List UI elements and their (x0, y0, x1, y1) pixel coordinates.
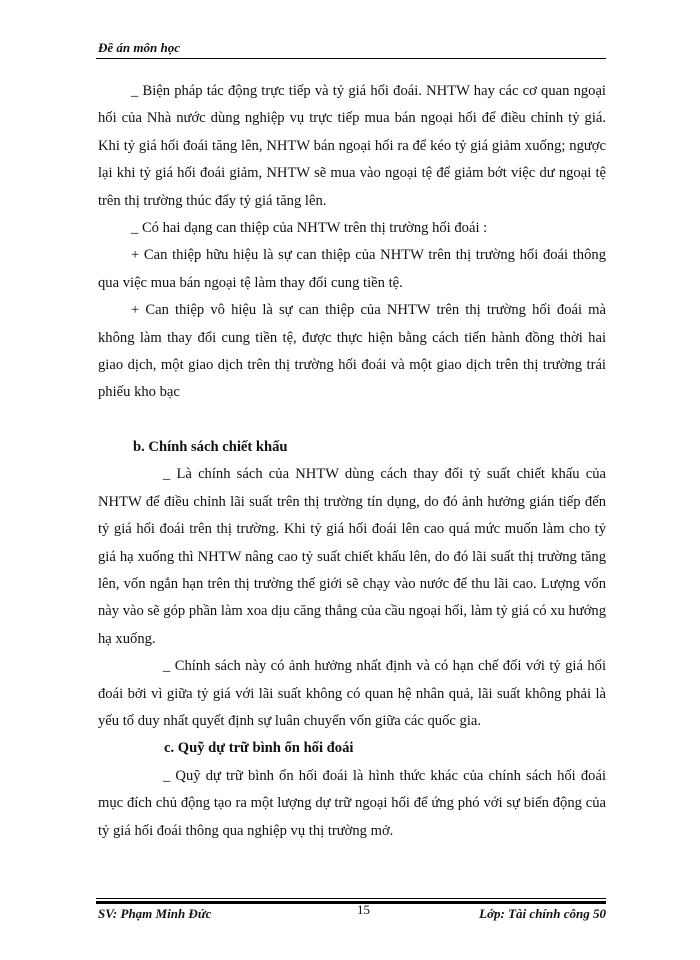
header-title: Đề án môn học (98, 40, 180, 55)
paragraph-effective-intervention: + Can thiệp hữu hiệu là sự can thiệp của NHTW trên thị trường hối đoái thông qua việc mua bán ngoại tệ làm thay đổi cung tiền tệ. (98, 247, 606, 291)
paragraph-discount-policy: _ Là chính sách của NHTW dùng cách thay đổi tỷ suất chiết khấu của NHTW để điều chỉnh lãi suất trên thị trường tín dụng, do đó ảnh hưởng gián tiếp đến tỷ giá hối đoái trên thị trường. Khi tỷ giá hối đoái lên cao quá mức muốn làm cho tỷ giá hạ xuống thì NHTW nâng cao tỷ suất chiết khấu lên, do đó lãi suất thị trường tăng lên, vốn ngắn hạn trên thị trường thế giới sẽ chạy vào nước để thu lãi cao. Lượng vốn này vào sẽ góp phần làm xoa dịu căng thẳng của cầu ngoại hối, làm tỷ giá có xu hướng hạ xuống. (98, 466, 606, 647)
paragraph-sterilized-intervention: + Can thiệp vô hiệu là sự can thiệp của NHTW trên thị trường hối đoái mà không làm thay đổi cung tiền tệ, được thực hiện bằng cách tiến hành đồng thời hai giao dịch, một giao dịch trên thị trường hối đoái và một giao dịch trên thị trường trái phiếu kho bạc (98, 302, 606, 401)
footer-rule-top (96, 898, 606, 899)
section-gap (98, 407, 606, 434)
footer-rule-bottom (96, 901, 606, 904)
heading-discount-policy: b. Chính sách chiết khấu (133, 438, 288, 455)
header-rule (96, 58, 606, 59)
page-number: 15 (357, 902, 370, 917)
paragraph-direct-intervention: _ Biện pháp tác động trực tiếp và tỷ giá hối đoái. NHTW hay các cơ quan ngoại hối của Nhà nước dùng nghiệp vụ trực tiếp mua bán ngoại hối để điều chỉnh tỷ giá. Khi tỷ giá hối đoái tăng lên, NHTW bán ngoại hối ra để kéo tỷ giá giảm xuống; ngược lại khi tỷ giá hối đoái giảm, NHTW sẽ mua vào ngoại tệ để giảm bớt việc dư ngoại tệ trên thị trường thúc đẩy tỷ giá tăng lên. (98, 83, 606, 209)
paragraph-stabilization-fund: _ Quỹ dự trữ bình ổn hối đoái là hình thức khác của chính sách hối đoái mục đích chủ động tạo ra một lượng dự trữ ngoại hối để ứng phó với sự biến động của tỷ giá hối đoái thông qua nghiệp vụ thị trường mở. (98, 767, 606, 839)
heading-stabilization-fund: c. Quỹ dự trữ bình ổn hối đoái (164, 740, 354, 757)
footer-class-name: Lớp: Tài chính công 50 (479, 906, 606, 921)
footer-student-name: SV: Phạm Minh Đức (98, 906, 212, 921)
page-content (98, 78, 606, 845)
paragraph-intervention-types: _ Có hai dạng can thiệp của NHTW trên thị trường hối đoái : (131, 220, 488, 237)
paragraph-discount-limits: _ Chính sách này có ảnh hưởng nhất định và có hạn chế đối với tỷ giá hối đoái bởi vì giữa tỷ giá với lãi suất không có quan hệ nhân quả, lãi suất không phải là yếu tố duy nhất quyết định sự luân chuyển vốn giữa các quốc gia. (98, 658, 606, 729)
